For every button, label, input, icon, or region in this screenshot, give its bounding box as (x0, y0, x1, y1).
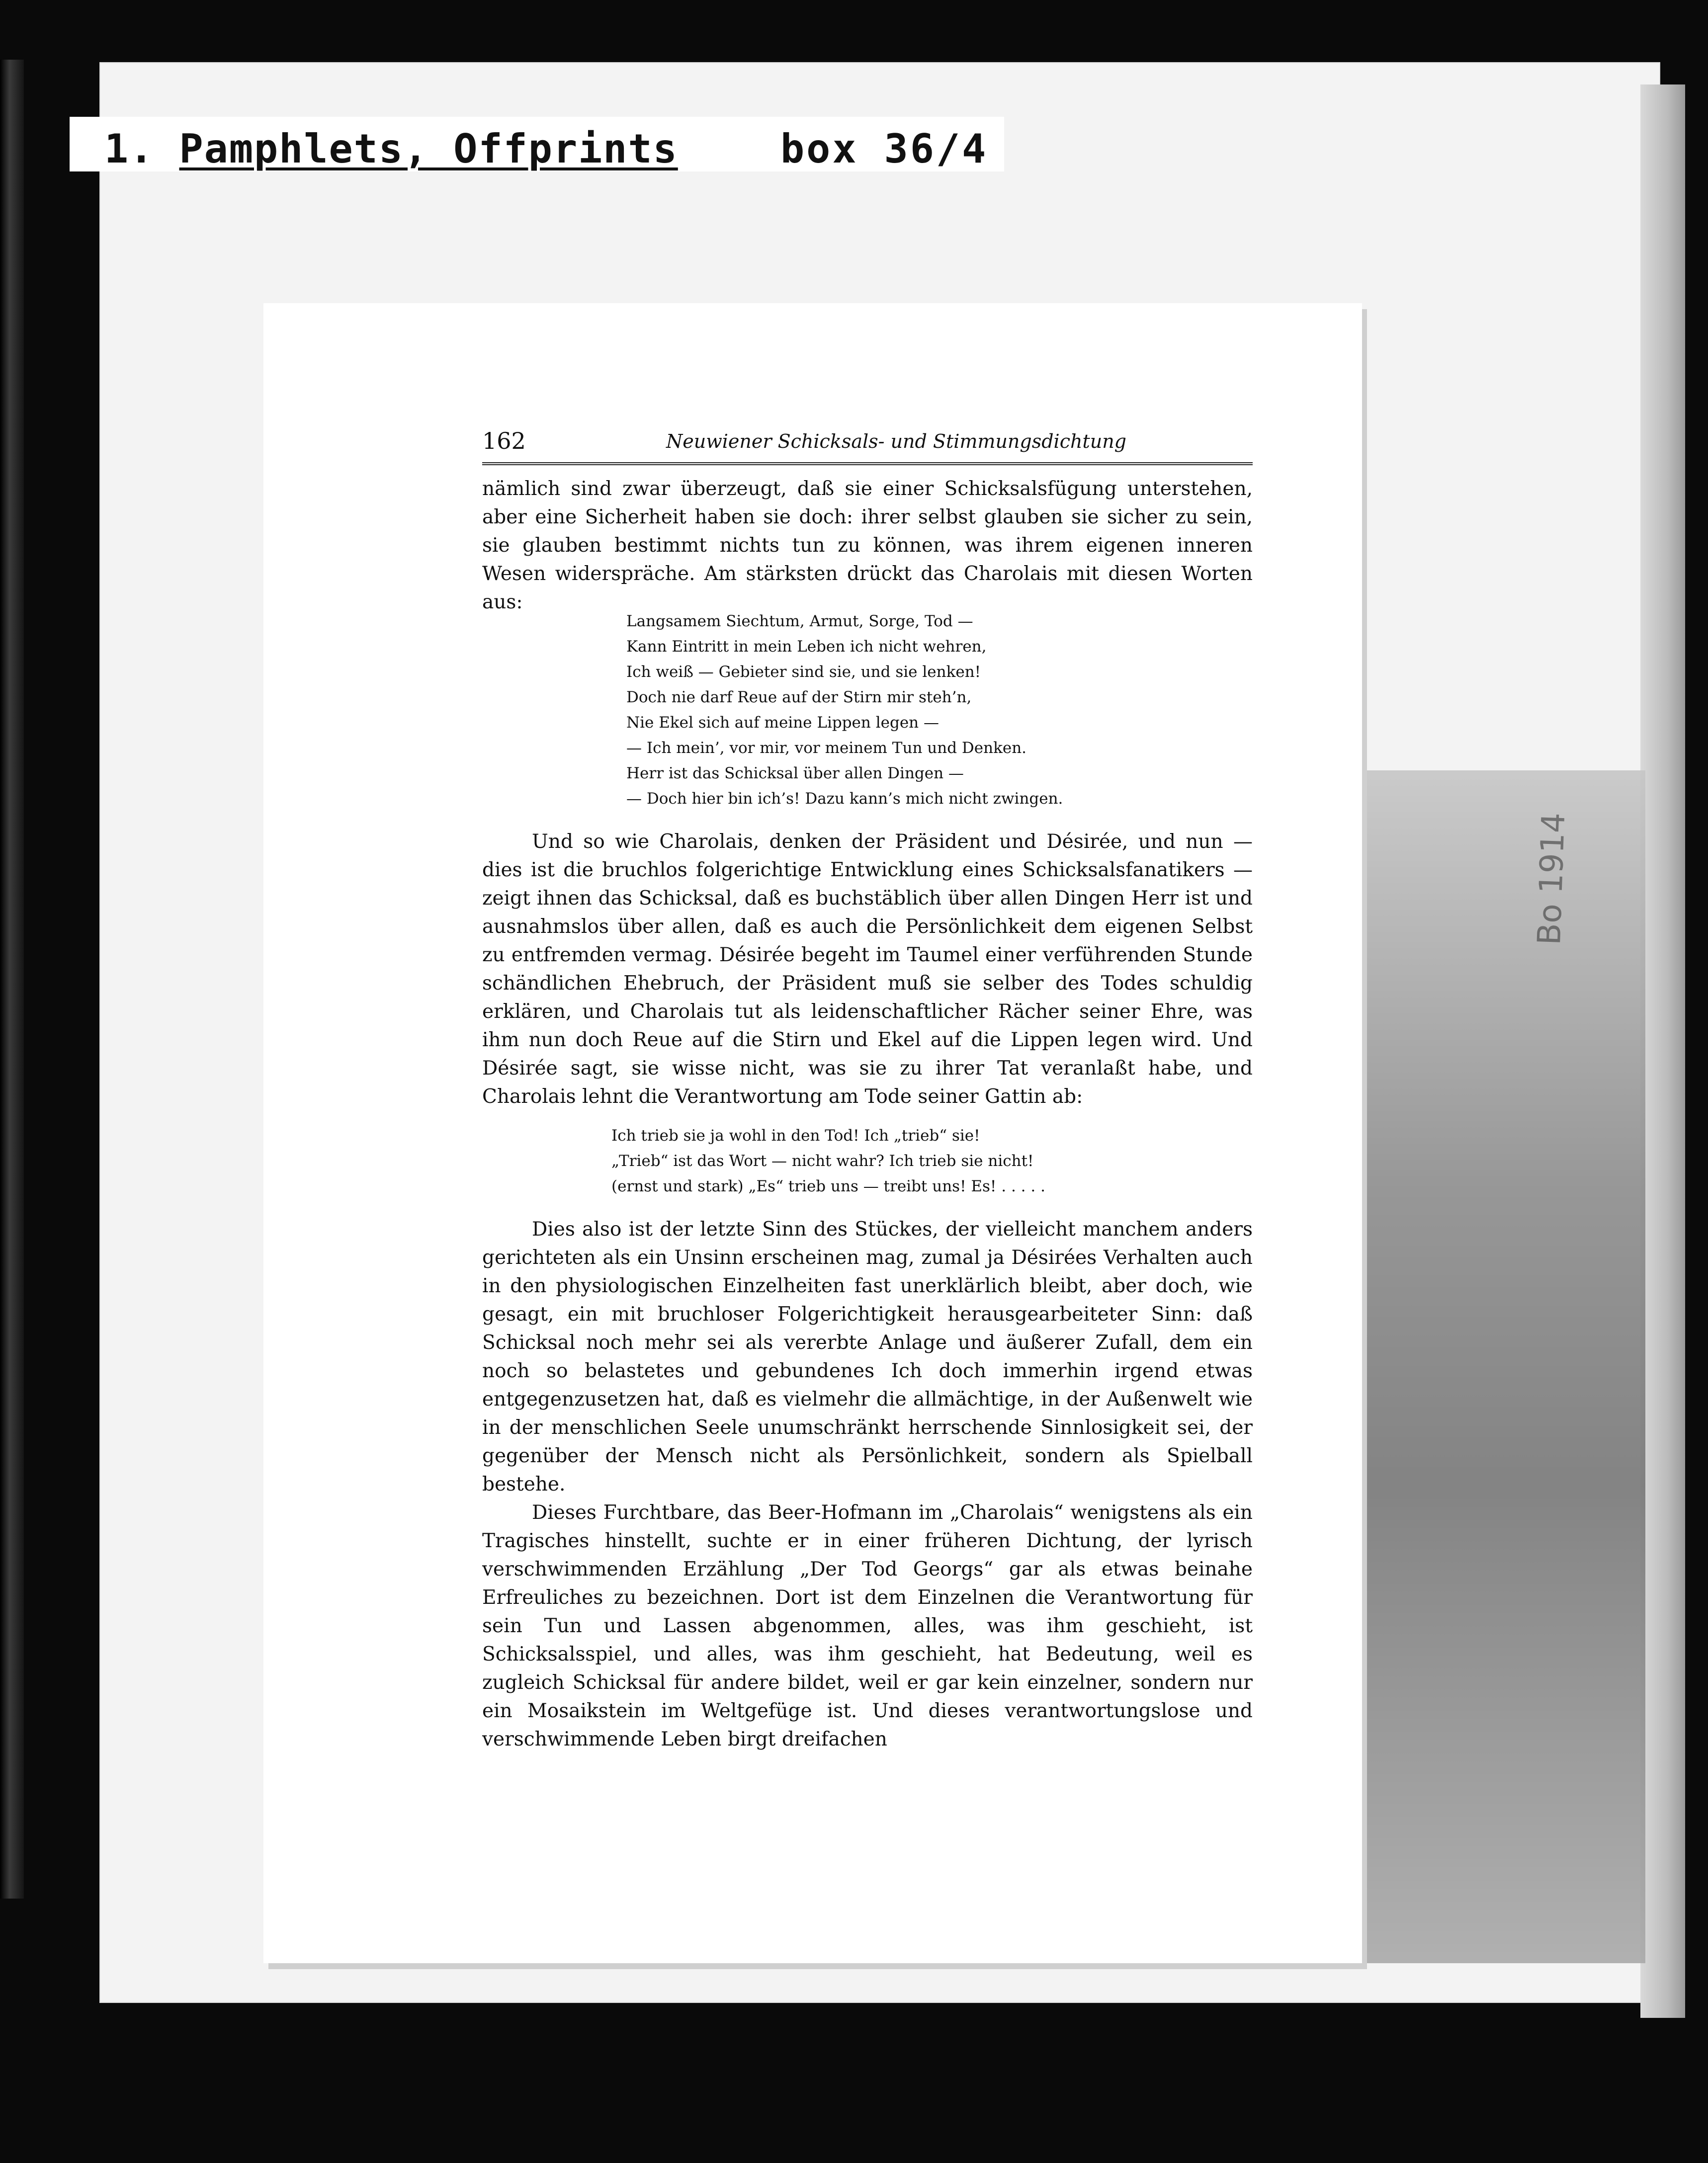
verse-quote-2 (611, 1123, 1273, 1199)
mount-board-edge (1640, 84, 1685, 2018)
series-label (104, 126, 678, 172)
series-number: 1. (104, 126, 155, 172)
verse-line: „Trieb“ ist das Wort — nicht wahr? Ich trieb sie nicht! (611, 1152, 1034, 1170)
body-paragraph: Dies also ist der letzte Sinn des Stückes, der vielleicht manchem anders gerichteten als ein Unsinn erscheinen mag, zumal ja Désirées Verhalten auch in den physiologischen Einzelheiten fast unerklärlich bleibt, aber doch, wie gesagt, ein mit bruchloser Folgerichtigkeit herausgearbeiteter Sinn: daß Schicksal noch mehr sei als vererbte Anlage und äußerer Zufall, dem ein noch so belastetes und gebundenes Ich doch immerhin irgend etwas entgegenzusetzen hat, daß es vielmehr die allmächtige, in der Außenwelt wie in der menschlichen Seele unumschränkt herrschende Sinnlosigkeit sei, der gegenüber der Mensch nicht als Persönlichkeit, sondern als Spielball bestehe. (482, 1218, 1253, 1496)
verse-line: Nie Ekel sich auf meine Lippen legen — (626, 714, 939, 732)
series-title: Pamphlets, Offprints (179, 126, 678, 172)
box-label (70, 117, 1004, 171)
offprint-page (263, 303, 1362, 1963)
paragraph-3 (482, 1215, 1253, 1753)
verse-line: Ich weiß — Gebieter sind sie, und sie lenken! (626, 663, 981, 681)
body-paragraph: Dieses Furchtbare, das Beer-Hofmann im „Charolais“ wenigstens als ein Tragisches hinstellt, suchte er in einer früheren Dichtung, der lyrisch verschwimmenden Erzählung „Der Tod Georgs“ gar als etwas beinahe Erfreuliches zu bezeichnen. Dort ist dem Einzelnen die Verantwortung für sein Tun und Lassen abgenommen, alles, was ihm geschieht, ist Schicksalsspiel, und alles, was ihm geschieht, hat Bedeutung, weil es zugleich Schicksal für andere bildet, weil er gar kein einzelner, sondern nur ein Mosaikstein im Weltgefüge ist. Und dieses verantwortungslose und verschwimmende Leben birgt dreifachen (482, 1501, 1253, 1750)
pencil-annotation (1531, 885, 1708, 955)
body-paragraph: nämlich sind zwar überzeugt, daß sie einer Schicksalsfügung unterstehen, aber eine Sicherheit haben sie doch: ihrer selbst glauben sie sicher zu sein, sie glauben bestimmt nichts tun zu können, was ihrem eigenen inneren Wesen widerspräche. Am stärksten drückt das Charolais mit diesen Worten aus: (482, 478, 1253, 613)
running-head: Neuwiener Schicksals- und Stimmungsdichtung (666, 430, 1126, 452)
verse-line: (ernst und stark) „Es“ trieb uns — treibt uns! Es! . . . . . (611, 1177, 1045, 1195)
page-number: 162 (482, 427, 526, 454)
shadow-area (1342, 770, 1645, 1963)
paragraph-2 (482, 828, 1253, 1111)
verse-quote-1 (626, 609, 1273, 812)
body-paragraph: Und so wie Charolais, denken der Präsident und Désirée, und nun — dies ist die bruchlos folgerichtige Entwicklung eines Schicksalsfanatikers — zeigt ihnen das Schicksal, daß es buchstäblich über allen Dingen Herr ist und ausnahmslos über allen, daß es auch die Persönlichkeit dem eigenen Selbst zu entfremden vermag. Désirée begeht im Taumel einer verführenden Stunde schändlichen Ehebruch, der Präsident muß sie selber des Todes schuldig erklären, und Charolais tut als leidenschaftlicher Rächer seiner Ehre, was ihm nun doch Reue auf die Stirn und Ekel auf die Lippen legen wird. Und Désirée sagt, sie wisse nicht, was sie zu ihrer Tat veranlaßt habe, und Charolais lehnt die Verantwortung am Tode seiner Gattin ab: (482, 831, 1253, 1108)
paragraph-1 (482, 475, 1253, 616)
adjacent-frame-edge (0, 60, 24, 1899)
verse-line: Ich trieb sie ja wohl in den Tod! Ich „trieb“ sie! (611, 1127, 980, 1145)
page-header (482, 427, 1253, 465)
verse-line: Kann Eintritt in mein Leben ich nicht wehren, (626, 638, 987, 656)
verse-line: Doch nie darf Reue auf der Stirn mir steh’n, (626, 688, 972, 706)
verse-line: Langsamem Siechtum, Armut, Sorge, Tod — (626, 612, 973, 630)
box-number: box 36/4 (780, 126, 988, 172)
verse-line: — Ich mein’, vor mir, vor meinem Tun und Denken. (626, 739, 1027, 757)
verse-line: Herr ist das Schicksal über allen Dingen — (626, 764, 964, 782)
verse-line: — Doch hier bin ich’s! Dazu kann’s mich nicht zwingen. (626, 790, 1063, 808)
